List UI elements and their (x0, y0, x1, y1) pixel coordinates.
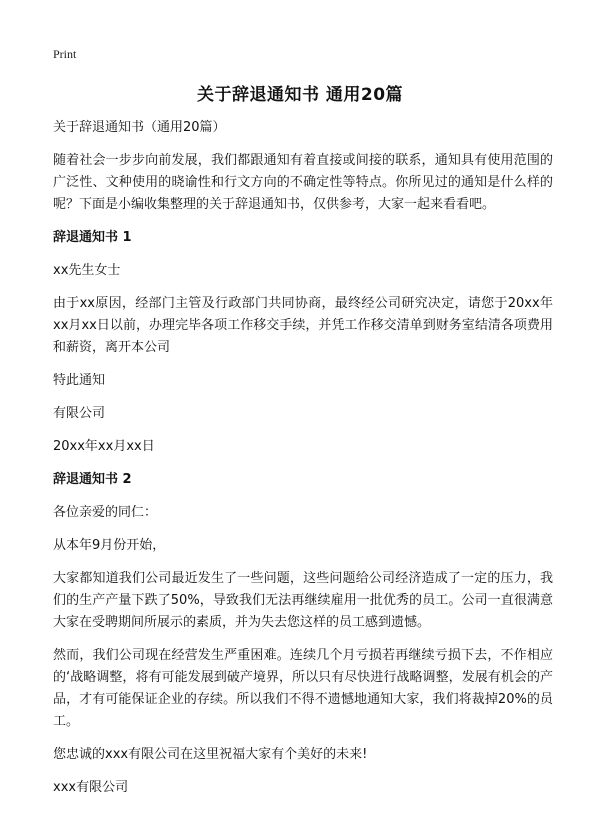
section-1-heading: 辞退通知书 1 (53, 230, 132, 245)
page-title: 关于辞退通知书 通用20篇 (196, 85, 404, 105)
section-2-heading: 辞退通知书 2 (53, 472, 132, 487)
section-2-paragraph-3: 然而，我们公司现在经营发生严重困难。连续几个月亏损若再继续亏损下去，不作相应的‘战略调整，将有可能发展到破产境界，所以只有尽快进行战略调整，发展有机会的产品，才有可能保证企业的存续。所以我们不得不遗憾地通知大家，我们将裁掉20%的员工。 (53, 648, 553, 729)
section-2-paragraph-2: 大家都知道我们公司最近发生了一些问题，这些问题给公司经济造成了一定的压力，我们的生产产量下跌了50%，导致我们无法再继续雇用一批优秀的员工。公司一直很满意大家在受聘期间所展示的素质，并为失去您这样的员工感到遗憾。 (53, 571, 553, 630)
section-1-salutation: xx先生女士 (53, 263, 121, 278)
section-2-salutation: 各位亲爱的同仁： (53, 505, 158, 520)
section-1-date: 20xx年xx月xx日 (53, 439, 155, 454)
intro-paragraph: 随着社会一步步向前发展，我们都跟通知有着直接或间接的联系，通知具有使用范围的广泛性、文种使用的晓谕性和行文方向的不确定性等特点。你所见过的通知是什么样的呢？下面是小编收集整理的关于辞退通知书，仅供参考，大家一起来看看吧。 (53, 153, 553, 212)
document-body (53, 117, 553, 810)
section-1-company: 有限公司 (53, 406, 106, 421)
section-1-body: 由于xx原因，经部门主管及行政部门共同协商，最终经公司研究决定，请您于20xx年xx月xx日以前，办理完毕各项工作移交手续，并凭工作移交清单到财务室结清各项费用和薪资，离开本公司 (53, 296, 553, 355)
section-1-notice: 特此通知 (53, 373, 106, 388)
section-2-company: xxx有限公司 (53, 780, 129, 795)
section-2-paragraph-4: 您忠诚的xxx有限公司在这里祝福大家有个美好的未来! (53, 747, 368, 762)
document-subtitle: 关于辞退通知书（通用20篇） (53, 120, 226, 135)
section-2-paragraph-1: 从本年9月份开始， (53, 538, 166, 553)
print-link[interactable]: Print (53, 47, 77, 61)
